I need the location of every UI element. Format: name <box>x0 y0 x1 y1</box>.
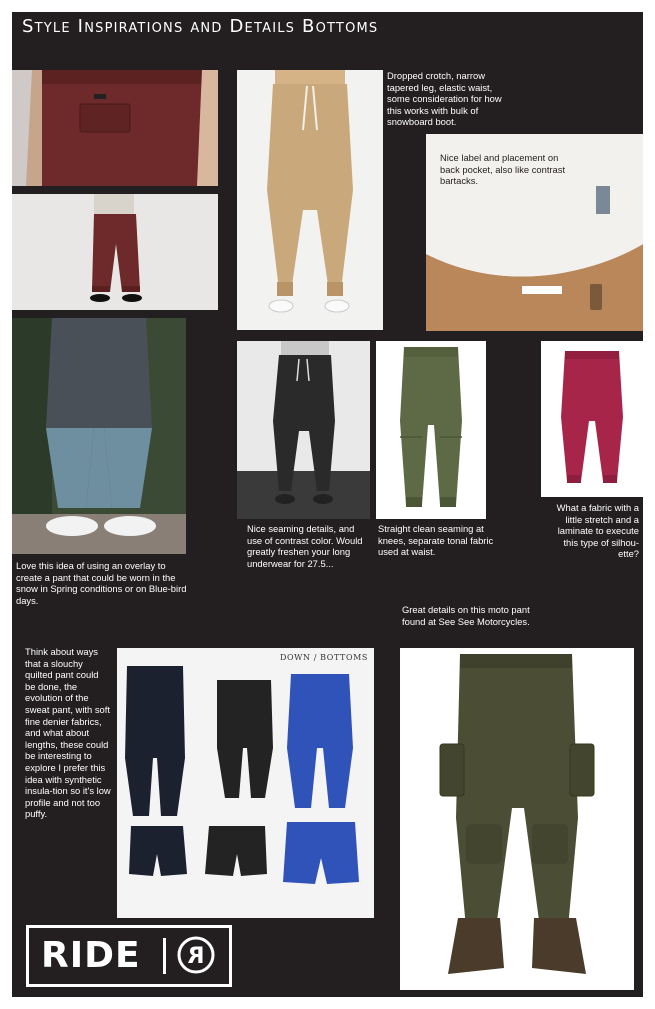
ride-logo <box>26 925 232 987</box>
raspberry-jogger-photo <box>541 341 643 497</box>
note-fabric: What a fabric with a little stretch and a laminate to execute this type of silhou-ette? <box>556 502 639 560</box>
page-title: Style Inspirations and Details Bottoms <box>22 16 379 37</box>
logo-divider <box>163 938 166 974</box>
note-quilted: Think about ways that a slouchy quilted pant could be done, the evolution of the sweat pant, with soft fine denier fabrics, and what about lengths, these could be interesting to explore I prefer this idea with synthetic insula-tion so it's low profile and not too puffy. <box>25 646 111 820</box>
moto-pant-photo <box>400 648 634 990</box>
ride-logo-word: RIDE <box>41 935 141 976</box>
note-moto: Great details on this moto pant found at See See Motorcycles. <box>402 604 530 627</box>
burgundy-pants-pocket-photo <box>12 70 218 186</box>
down-bottoms-catalog <box>117 648 374 918</box>
khaki-dropped-crotch-photo <box>237 70 383 330</box>
black-seamed-jogger-photo <box>237 341 370 519</box>
note-seaming: Nice seaming details, and use of contrast color. Would greatly freshen your long underwear for 27.5... <box>247 523 363 569</box>
ride-r-mark-icon <box>176 935 216 975</box>
note-dropped-crotch: Dropped crotch, narrow tapered leg, elastic waist, some consideration for how this works with bulk of snowboard boot. <box>387 70 502 128</box>
overlay-pants-photo <box>12 318 186 554</box>
svg-text:R: R <box>187 944 205 969</box>
note-straight-seaming: Straight clean seaming at knees, separate tonal fabric used at waist. <box>378 523 494 558</box>
catalog-label: DOWN / BOTTOMS <box>279 653 368 662</box>
note-overlay: Love this idea of using an overlay to create a pant that could be worn in the snow in Spring conditions or on Blue-bird days. <box>16 560 187 606</box>
note-label-placement: Nice label and placement on back pocket, also like contrast bartacks. <box>440 152 566 187</box>
burgundy-joggers-photo <box>12 194 218 310</box>
olive-pants-photo <box>376 341 486 519</box>
